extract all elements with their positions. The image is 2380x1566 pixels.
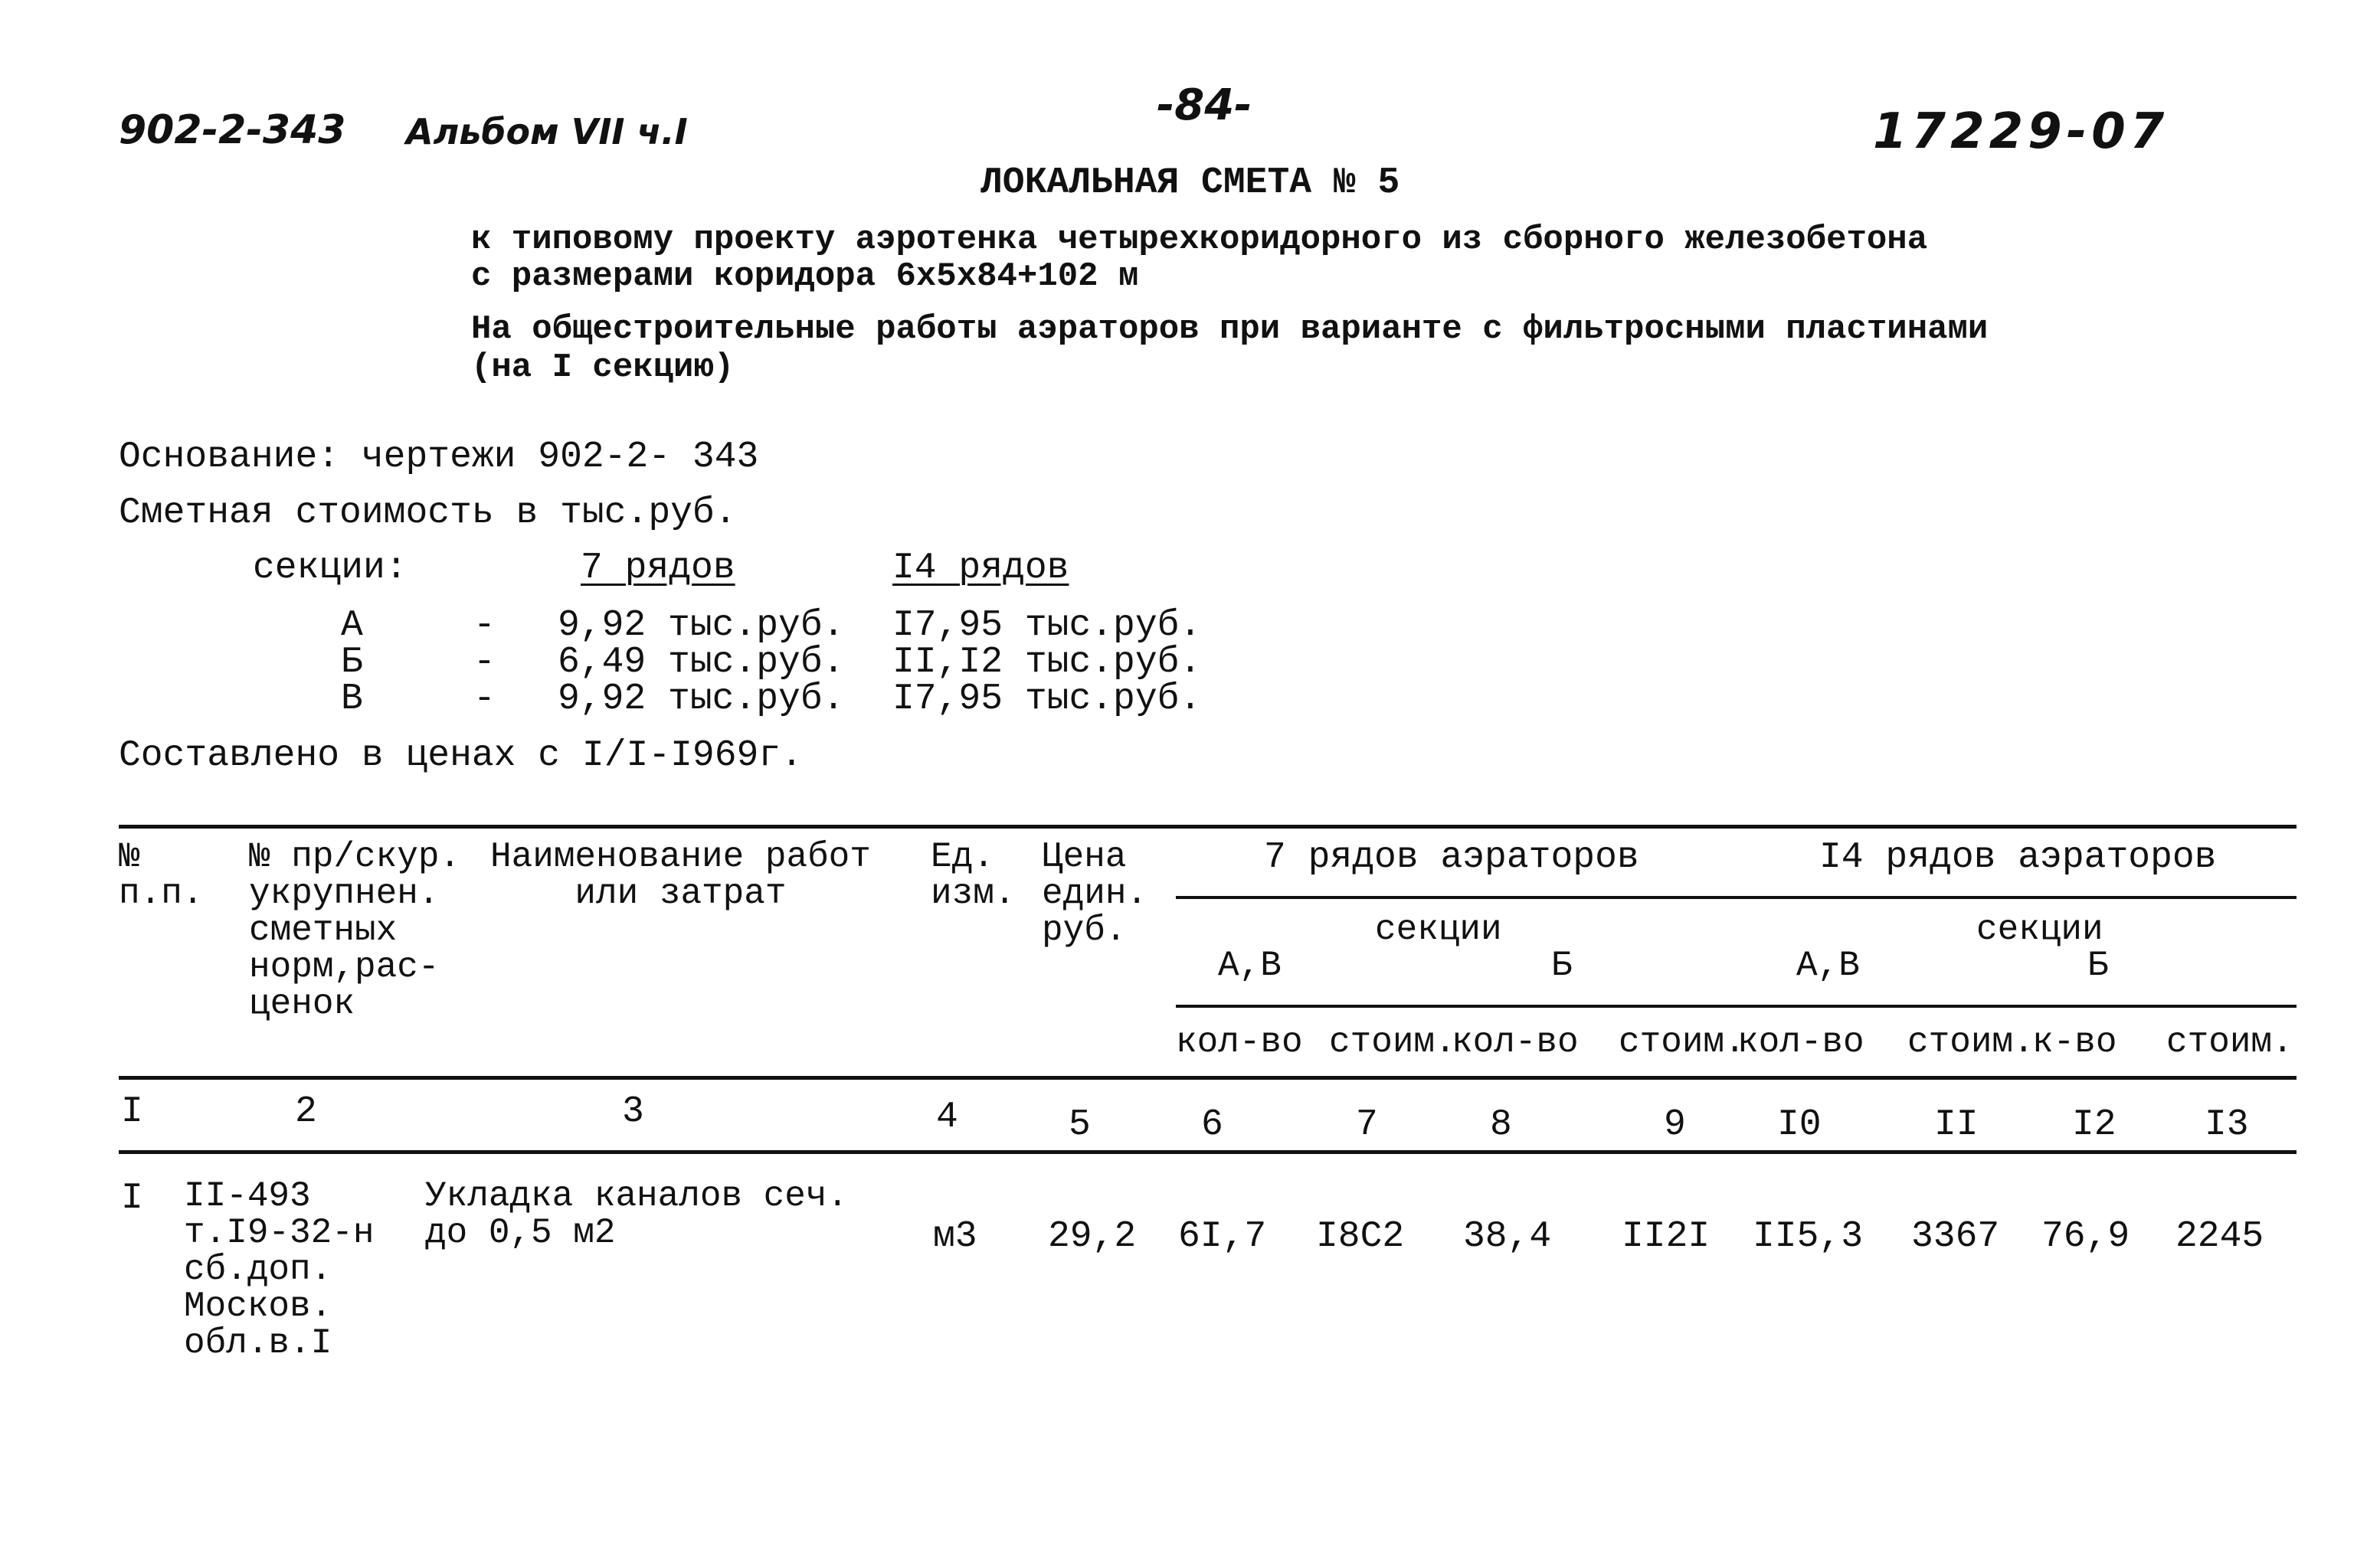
page-title: ЛОКАЛЬНАЯ СМЕТА № 5 bbox=[980, 162, 1400, 204]
header-group-7: 7 рядов аэраторов bbox=[1264, 837, 1639, 878]
row-code: II-493 т.I9-32-н сб.доп. Москов. обл.в.I bbox=[184, 1176, 375, 1363]
row-qty-6: 6I,7 bbox=[1178, 1216, 1267, 1257]
header-qty-8: кол-во bbox=[1452, 1022, 1579, 1062]
section-b-7-value: 6,49 тыс.руб. bbox=[558, 642, 845, 683]
column-number-1: I bbox=[121, 1091, 143, 1133]
header-sec-b-14: Б bbox=[2087, 946, 2109, 986]
section-a-14-value: I7,95 тыс.руб. bbox=[892, 605, 1202, 646]
project-line-2: с размерами коридора 6х5х84+102 м bbox=[471, 257, 1139, 296]
header-price: Цена един. руб. bbox=[1042, 837, 1148, 950]
group-rule bbox=[1176, 896, 2297, 899]
row-cost-11: 3367 bbox=[1911, 1216, 2000, 1257]
header-bottom-rule bbox=[119, 1076, 2297, 1080]
header-code: № пр/скур. укрупнен. сметных норм,рас- ценок bbox=[249, 837, 461, 1024]
column-number-7: 7 bbox=[1356, 1104, 1378, 1146]
header-num: № п.п. bbox=[119, 837, 204, 914]
section-v-14-value: I7,95 тыс.руб. bbox=[892, 678, 1202, 720]
row-cost-9: II2I bbox=[1622, 1216, 1711, 1257]
header-qty-6: кол-во bbox=[1176, 1022, 1303, 1062]
header-cost-13: стоим. bbox=[2166, 1022, 2293, 1062]
column-number-11: II bbox=[1934, 1104, 1979, 1146]
prices-note: Составлено в ценах с I/I-I969г. bbox=[119, 735, 803, 776]
header-cost-11: стоим. bbox=[1907, 1022, 2035, 1062]
header-unit: Ед. изм. bbox=[931, 837, 1016, 914]
section-v-7-value: 9,92 тыс.руб. bbox=[558, 678, 845, 720]
column-number-12: I2 bbox=[2072, 1104, 2116, 1146]
section-a-label: А bbox=[341, 605, 363, 646]
section-v-label: В bbox=[341, 678, 363, 720]
row-unit: м3 bbox=[933, 1216, 977, 1257]
header-qty-10: кол-во bbox=[1737, 1022, 1864, 1062]
header-sec-ab-7: А,В bbox=[1218, 946, 1282, 986]
column-number-4: 4 bbox=[936, 1097, 958, 1138]
column-number-13: I3 bbox=[2205, 1104, 2249, 1146]
header-cost-7: стоим. bbox=[1329, 1022, 1456, 1062]
subheader-rule bbox=[1176, 1005, 2297, 1008]
document-code: 902-2-343 bbox=[119, 107, 346, 153]
col-14-rows-header: I4 рядов bbox=[892, 548, 1069, 589]
row-price: 29,2 bbox=[1048, 1216, 1137, 1257]
section-b-label: Б bbox=[341, 642, 363, 683]
column-number-8: 8 bbox=[1490, 1104, 1512, 1146]
album-label: Альбом VII ч.I bbox=[406, 111, 688, 152]
work-line-2: (на I секцию) bbox=[471, 348, 735, 387]
sections-label: секции: bbox=[253, 548, 408, 589]
section-b-14-value: II,I2 тыс.руб. bbox=[892, 642, 1202, 683]
cost-label: Сметная стоимость в тыс.руб. bbox=[119, 492, 737, 534]
table-top-rule bbox=[119, 825, 2297, 829]
header-sections-14: секции bbox=[1976, 910, 2103, 950]
row-name: Укладка каналов сеч. до 0,5 м2 bbox=[425, 1176, 849, 1253]
section-a-dash: - bbox=[473, 605, 496, 646]
col-7-rows-header: 7 рядов bbox=[581, 548, 735, 589]
row-cost-7: I8C2 bbox=[1316, 1216, 1405, 1257]
column-numbers-rule bbox=[119, 1150, 2297, 1154]
section-v-dash: - bbox=[473, 678, 496, 720]
header-qty-12: к-во bbox=[2032, 1022, 2117, 1062]
basis-label: Основание: чертежи 902-2- 343 bbox=[119, 436, 759, 478]
column-number-2: 2 bbox=[295, 1091, 317, 1133]
column-number-5: 5 bbox=[1069, 1104, 1091, 1146]
column-number-3: 3 bbox=[622, 1091, 644, 1133]
column-number-9: 9 bbox=[1664, 1104, 1686, 1146]
row-cost-13: 2245 bbox=[2175, 1216, 2264, 1257]
section-b-dash: - bbox=[473, 642, 496, 683]
column-number-10: I0 bbox=[1777, 1104, 1822, 1146]
header-sections-7: секции bbox=[1375, 910, 1502, 950]
header-group-14: I4 рядов аэраторов bbox=[1819, 837, 2217, 878]
work-line-1: На общестроительные работы аэраторов при варианте с фильтросными пластинами bbox=[471, 310, 1989, 348]
section-a-7-value: 9,92 тыс.руб. bbox=[558, 605, 845, 646]
project-line-1: к типовому проекту аэротенка четырехкоридорного из сборного железобетона bbox=[471, 221, 1928, 259]
row-qty-10: II5,3 bbox=[1753, 1216, 1864, 1257]
header-cost-9: стоим. bbox=[1619, 1022, 1746, 1062]
row-num: I bbox=[121, 1178, 143, 1219]
header-sec-b-7: Б bbox=[1551, 946, 1573, 986]
header-sec-ab-14: А,В bbox=[1796, 946, 1860, 986]
column-number-6: 6 bbox=[1201, 1104, 1223, 1146]
page-number: -84- bbox=[1157, 80, 1252, 130]
header-name: Наименование работ или затрат bbox=[490, 837, 871, 914]
row-qty-8: 38,4 bbox=[1463, 1216, 1552, 1257]
row-qty-12: 76,9 bbox=[2041, 1216, 2130, 1257]
document-number: 17229-07 bbox=[1873, 103, 2169, 160]
